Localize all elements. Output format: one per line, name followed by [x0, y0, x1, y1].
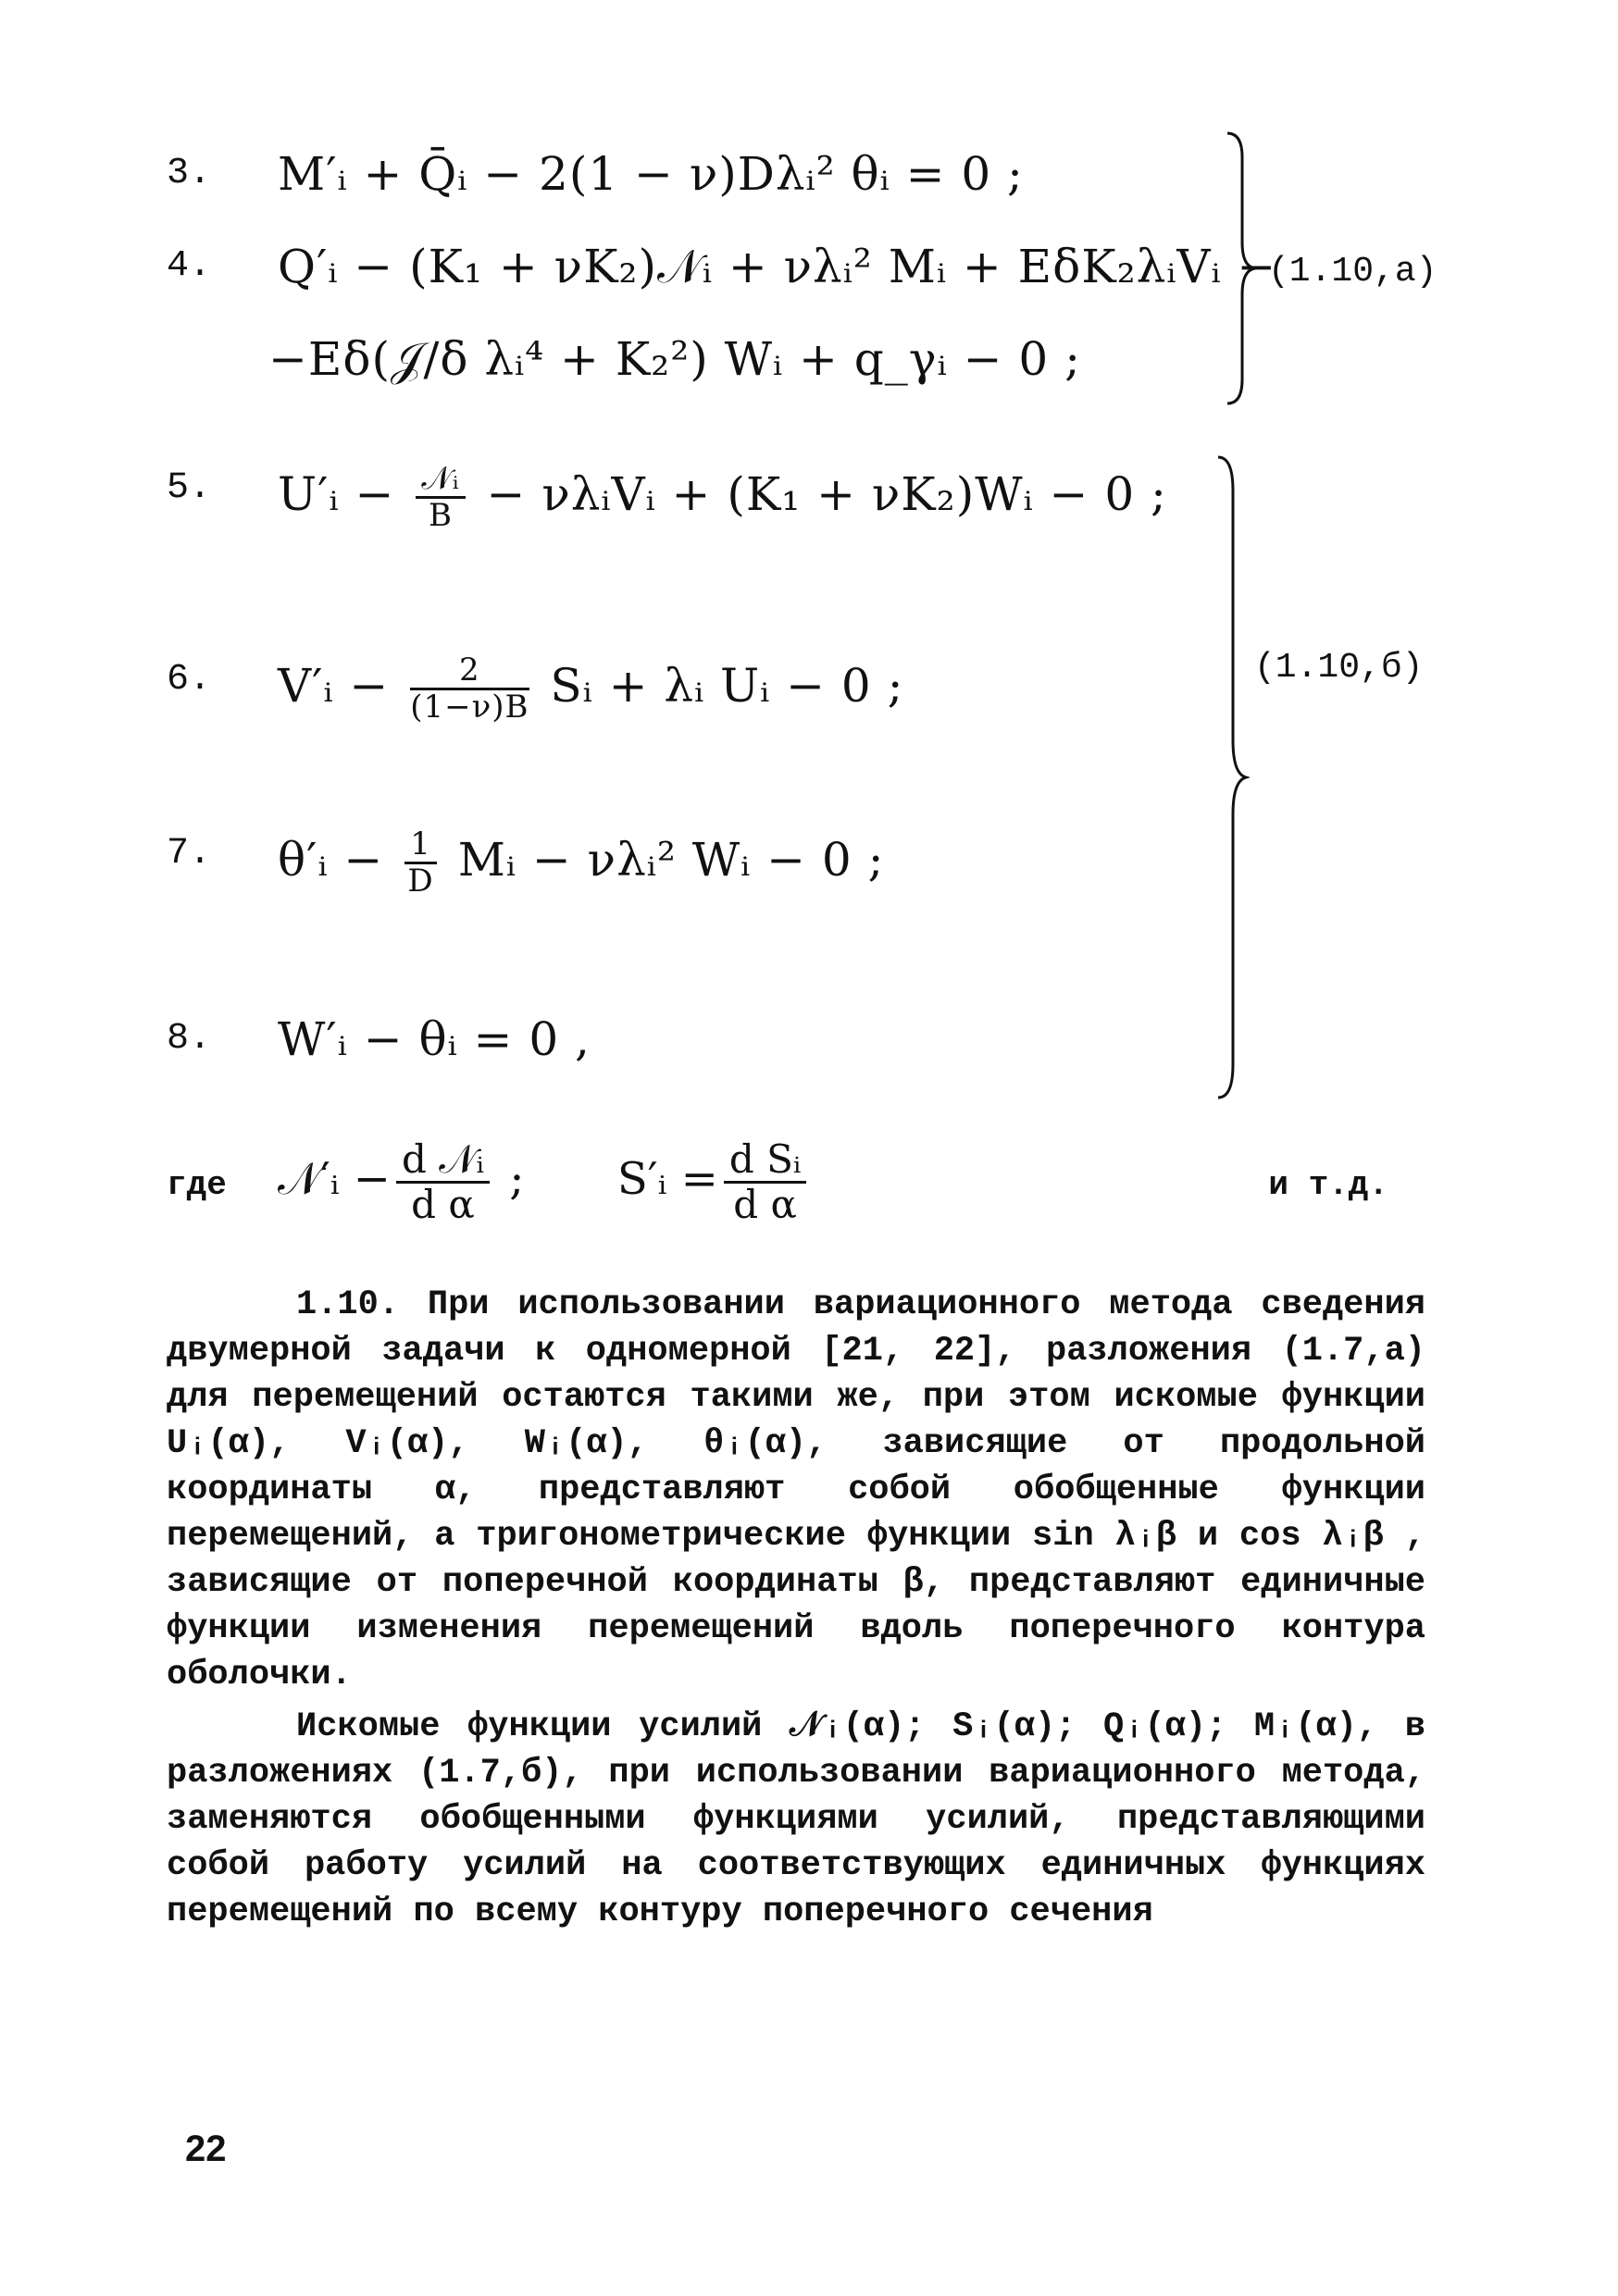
fraction [404, 827, 437, 900]
derivative-fraction-1 [396, 1138, 490, 1226]
derivative-lhs-1: 𝒩′ᵢ − [278, 1153, 392, 1206]
equation-body: W′ᵢ − θᵢ = 0 , [278, 1012, 591, 1066]
equation-body: −Eδ(𝒥/δ λᵢ⁴ + K₂²) Wᵢ + q_γᵢ − 0 ; [268, 332, 1081, 386]
equation-number: 8. [167, 1018, 212, 1060]
equation-number: 7. [167, 833, 212, 875]
equation-left: V′ᵢ − [278, 658, 405, 713]
equation-right: Sᵢ + λᵢ Uᵢ − 0 ; [534, 658, 904, 713]
page-number: 22 [185, 2128, 227, 2169]
fraction-denominator: B [428, 497, 453, 535]
equation-body: Q′ᵢ − (K₁ + νK₂)𝒩ᵢ + νλᵢ² Mᵢ + EδK₂λᵢVᵢ − [278, 240, 1277, 293]
fraction [416, 462, 465, 534]
derivative-fraction-2 [724, 1138, 806, 1226]
fraction-numerator: 1 [404, 827, 437, 864]
equation-right: Mᵢ − νλᵢ² Wᵢ − 0 ; [442, 832, 885, 887]
equation-number: 6. [167, 659, 212, 701]
paragraph: 1.10. При использовании вариационного метода сведения двумерной задачи к одномерной [21, 22], разложения (1.7,а) для перемещений остаются такими же, при этом искомые функции Uᵢ(α), Vᵢ(α), Wᵢ(α), θᵢ(α), зависящие от продольной координаты α, представляют собой обобщенные функции перемещений, а тригонометрические функции sin λᵢβ и cos λᵢβ , зависящие от поперечной координаты β, представляют единичные функции изменения перемещений вдоль поперечного контура оболочки. [167, 1285, 1425, 1694]
derivative-lhs-2: S′ᵢ = [616, 1153, 718, 1206]
equation-right: − νλᵢVᵢ + (K₁ + νK₂)Wᵢ − 0 ; [470, 466, 1167, 521]
fraction-denominator: (1−ν)B [410, 689, 529, 726]
equation-number: 5. [167, 467, 212, 509]
fraction-numerator: 2 [410, 653, 529, 690]
fraction-denominator: d α [733, 1182, 797, 1228]
equation-left: θ′ᵢ − [278, 832, 400, 887]
equation-body [278, 827, 884, 900]
etc-text: и т.д. [1268, 1166, 1388, 1204]
equation-label-a: (1.10,a) [1268, 252, 1438, 292]
equation-body [278, 653, 903, 726]
equation-body [278, 462, 1167, 534]
right-brace-system-a [1222, 130, 1259, 407]
equation-body: M′ᵢ + Q̄ᵢ − 2(1 − ν)Dλᵢ² θᵢ = 0 ; [278, 147, 1024, 201]
fraction-numerator: 𝒩ᵢ [416, 462, 465, 499]
equation-label-b: (1.10,б) [1254, 648, 1424, 688]
right-brace-system-b [1213, 453, 1250, 1101]
paragraph: Искомые функции усилий 𝒩ᵢ(α); Sᵢ(α); Qᵢ(α); Mᵢ(α), в разложениях (1.7,б), при использовании вариационного метода, заменяются обобщенными функциями усилий, представляющими собой работу усилий на соответствующих единичных функциях перемещений по всему контуру поперечного сечения [167, 1707, 1425, 1931]
derivative-definitions [167, 1138, 1388, 1240]
fraction-denominator: D [407, 863, 434, 900]
separator: ; [494, 1153, 525, 1206]
derivative-formulas [278, 1138, 812, 1226]
fraction-numerator: d Sᵢ [724, 1138, 806, 1184]
equation-number: 4. [167, 245, 212, 287]
fraction [410, 653, 529, 726]
body-text [167, 1282, 1425, 1935]
fraction-numerator: d 𝒩ᵢ [396, 1138, 490, 1184]
where-word: где [167, 1166, 227, 1204]
equation-left: U′ᵢ − [278, 466, 411, 521]
fraction-denominator: d α [411, 1182, 475, 1228]
equation-number: 3. [167, 153, 212, 194]
